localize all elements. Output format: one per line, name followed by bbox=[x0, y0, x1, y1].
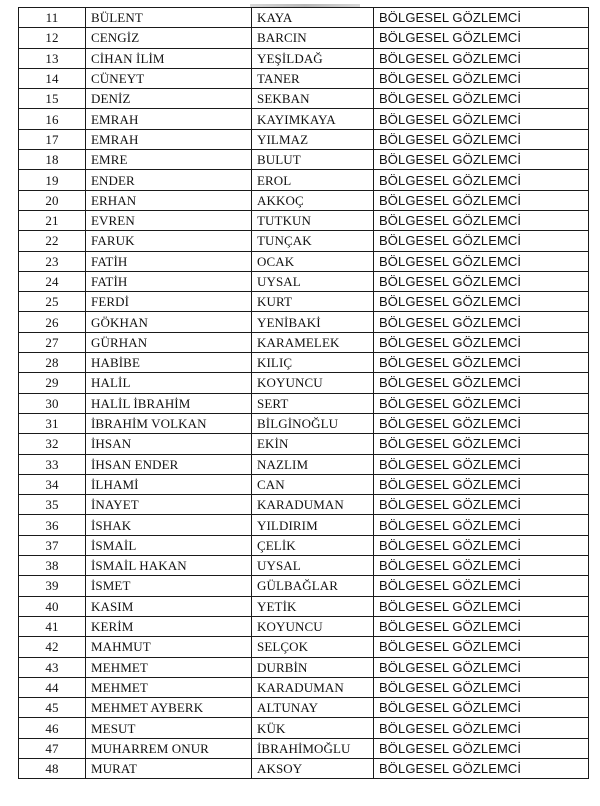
first-name-cell: CENGİZ bbox=[86, 28, 252, 48]
last-name-cell: TUTKUN bbox=[252, 210, 374, 230]
table-row bbox=[19, 758, 589, 778]
table-row bbox=[19, 292, 589, 312]
table-row bbox=[19, 393, 589, 413]
row-number: 35 bbox=[19, 495, 86, 515]
row-number: 22 bbox=[19, 231, 86, 251]
last-name-cell: KARADUMAN bbox=[252, 677, 374, 697]
row-number: 28 bbox=[19, 353, 86, 373]
role-cell: BÖLGESEL GÖZLEMCİ bbox=[374, 210, 589, 230]
row-number: 15 bbox=[19, 89, 86, 109]
table-row bbox=[19, 454, 589, 474]
role-cell: BÖLGESEL GÖZLEMCİ bbox=[374, 353, 589, 373]
first-name-cell: MURAT bbox=[86, 758, 252, 778]
first-name-cell: KASIM bbox=[86, 596, 252, 616]
last-name-cell: KOYUNCU bbox=[252, 616, 374, 636]
last-name-cell: YILDIRIM bbox=[252, 515, 374, 535]
first-name-cell: İLHAMİ bbox=[86, 474, 252, 494]
first-name-cell: CÜNEYT bbox=[86, 68, 252, 88]
row-number: 18 bbox=[19, 150, 86, 170]
last-name-cell: KURT bbox=[252, 292, 374, 312]
last-name-cell: TANER bbox=[252, 68, 374, 88]
row-number: 27 bbox=[19, 332, 86, 352]
first-name-cell: ENDER bbox=[86, 170, 252, 190]
row-number: 14 bbox=[19, 68, 86, 88]
table-row bbox=[19, 596, 589, 616]
row-number: 40 bbox=[19, 596, 86, 616]
last-name-cell: AKSOY bbox=[252, 758, 374, 778]
table-row bbox=[19, 231, 589, 251]
first-name-cell: MAHMUT bbox=[86, 637, 252, 657]
first-name-cell: FARUK bbox=[86, 231, 252, 251]
role-cell: BÖLGESEL GÖZLEMCİ bbox=[374, 434, 589, 454]
last-name-cell: OCAK bbox=[252, 251, 374, 271]
first-name-cell: BÜLENT bbox=[86, 8, 252, 28]
last-name-cell: AKKOÇ bbox=[252, 190, 374, 210]
table-row bbox=[19, 251, 589, 271]
row-number: 25 bbox=[19, 292, 86, 312]
last-name-cell: SELÇOK bbox=[252, 637, 374, 657]
row-number: 42 bbox=[19, 637, 86, 657]
first-name-cell: EMRAH bbox=[86, 129, 252, 149]
observer-table-body bbox=[19, 8, 589, 779]
first-name-cell: MEHMET bbox=[86, 677, 252, 697]
last-name-cell: KARADUMAN bbox=[252, 495, 374, 515]
table-row bbox=[19, 190, 589, 210]
last-name-cell: TUNÇAK bbox=[252, 231, 374, 251]
table-row bbox=[19, 657, 589, 677]
row-number: 12 bbox=[19, 28, 86, 48]
first-name-cell: MEHMET AYBERK bbox=[86, 698, 252, 718]
row-number: 33 bbox=[19, 454, 86, 474]
last-name-cell: CAN bbox=[252, 474, 374, 494]
last-name-cell: KÜK bbox=[252, 718, 374, 738]
role-cell: BÖLGESEL GÖZLEMCİ bbox=[374, 231, 589, 251]
role-cell: BÖLGESEL GÖZLEMCİ bbox=[374, 8, 589, 28]
first-name-cell: FATİH bbox=[86, 251, 252, 271]
first-name-cell: HALİL İBRAHİM bbox=[86, 393, 252, 413]
first-name-cell: DENİZ bbox=[86, 89, 252, 109]
table-row bbox=[19, 129, 589, 149]
first-name-cell: EVREN bbox=[86, 210, 252, 230]
observer-table bbox=[18, 7, 589, 779]
row-number: 37 bbox=[19, 535, 86, 555]
last-name-cell: YETİK bbox=[252, 596, 374, 616]
first-name-cell: MUHARREM ONUR bbox=[86, 738, 252, 758]
row-number: 17 bbox=[19, 129, 86, 149]
first-name-cell: İSHAK bbox=[86, 515, 252, 535]
last-name-cell: KOYUNCU bbox=[252, 373, 374, 393]
row-number: 47 bbox=[19, 738, 86, 758]
role-cell: BÖLGESEL GÖZLEMCİ bbox=[374, 170, 589, 190]
role-cell: BÖLGESEL GÖZLEMCİ bbox=[374, 373, 589, 393]
row-number: 36 bbox=[19, 515, 86, 535]
table-row bbox=[19, 89, 589, 109]
last-name-cell: KARAMELEK bbox=[252, 332, 374, 352]
table-row bbox=[19, 677, 589, 697]
last-name-cell: SERT bbox=[252, 393, 374, 413]
row-number: 11 bbox=[19, 8, 86, 28]
role-cell: BÖLGESEL GÖZLEMCİ bbox=[374, 515, 589, 535]
table-row bbox=[19, 515, 589, 535]
table-row bbox=[19, 474, 589, 494]
first-name-cell: FATİH bbox=[86, 271, 252, 291]
last-name-cell: EROL bbox=[252, 170, 374, 190]
role-cell: BÖLGESEL GÖZLEMCİ bbox=[374, 28, 589, 48]
row-number: 48 bbox=[19, 758, 86, 778]
last-name-cell: DURBİN bbox=[252, 657, 374, 677]
first-name-cell: HALİL bbox=[86, 373, 252, 393]
row-number: 34 bbox=[19, 474, 86, 494]
first-name-cell: FERDİ bbox=[86, 292, 252, 312]
role-cell: BÖLGESEL GÖZLEMCİ bbox=[374, 89, 589, 109]
row-number: 16 bbox=[19, 109, 86, 129]
role-cell: BÖLGESEL GÖZLEMCİ bbox=[374, 129, 589, 149]
last-name-cell: GÜLBAĞLAR bbox=[252, 576, 374, 596]
row-number: 19 bbox=[19, 170, 86, 190]
last-name-cell: YENİBAKİ bbox=[252, 312, 374, 332]
table-row bbox=[19, 434, 589, 454]
role-cell: BÖLGESEL GÖZLEMCİ bbox=[374, 271, 589, 291]
first-name-cell: EMRAH bbox=[86, 109, 252, 129]
role-cell: BÖLGESEL GÖZLEMCİ bbox=[374, 190, 589, 210]
table-row bbox=[19, 495, 589, 515]
last-name-cell: BULUT bbox=[252, 150, 374, 170]
role-cell: BÖLGESEL GÖZLEMCİ bbox=[374, 596, 589, 616]
role-cell: BÖLGESEL GÖZLEMCİ bbox=[374, 495, 589, 515]
row-number: 26 bbox=[19, 312, 86, 332]
role-cell: BÖLGESEL GÖZLEMCİ bbox=[374, 312, 589, 332]
role-cell: BÖLGESEL GÖZLEMCİ bbox=[374, 718, 589, 738]
table-row bbox=[19, 170, 589, 190]
row-number: 31 bbox=[19, 413, 86, 433]
first-name-cell: MESUT bbox=[86, 718, 252, 738]
role-cell: BÖLGESEL GÖZLEMCİ bbox=[374, 251, 589, 271]
role-cell: BÖLGESEL GÖZLEMCİ bbox=[374, 292, 589, 312]
row-number: 30 bbox=[19, 393, 86, 413]
row-number: 45 bbox=[19, 698, 86, 718]
role-cell: BÖLGESEL GÖZLEMCİ bbox=[374, 637, 589, 657]
table-row bbox=[19, 8, 589, 28]
table-row bbox=[19, 48, 589, 68]
table-row bbox=[19, 738, 589, 758]
role-cell: BÖLGESEL GÖZLEMCİ bbox=[374, 68, 589, 88]
first-name-cell: İSMAİL HAKAN bbox=[86, 556, 252, 576]
table-row bbox=[19, 109, 589, 129]
row-number: 23 bbox=[19, 251, 86, 271]
role-cell: BÖLGESEL GÖZLEMCİ bbox=[374, 332, 589, 352]
role-cell: BÖLGESEL GÖZLEMCİ bbox=[374, 616, 589, 636]
first-name-cell: HABİBE bbox=[86, 353, 252, 373]
first-name-cell: İSMAİL bbox=[86, 535, 252, 555]
row-number: 13 bbox=[19, 48, 86, 68]
first-name-cell: İSMET bbox=[86, 576, 252, 596]
last-name-cell: ALTUNAY bbox=[252, 698, 374, 718]
last-name-cell: YILMAZ bbox=[252, 129, 374, 149]
first-name-cell: GÜRHAN bbox=[86, 332, 252, 352]
role-cell: BÖLGESEL GÖZLEMCİ bbox=[374, 576, 589, 596]
first-name-cell: İHSAN ENDER bbox=[86, 454, 252, 474]
role-cell: BÖLGESEL GÖZLEMCİ bbox=[374, 556, 589, 576]
role-cell: BÖLGESEL GÖZLEMCİ bbox=[374, 738, 589, 758]
role-cell: BÖLGESEL GÖZLEMCİ bbox=[374, 535, 589, 555]
row-number: 43 bbox=[19, 657, 86, 677]
last-name-cell: NAZLIM bbox=[252, 454, 374, 474]
role-cell: BÖLGESEL GÖZLEMCİ bbox=[374, 109, 589, 129]
last-name-cell: UYSAL bbox=[252, 271, 374, 291]
role-cell: BÖLGESEL GÖZLEMCİ bbox=[374, 393, 589, 413]
table-row bbox=[19, 150, 589, 170]
role-cell: BÖLGESEL GÖZLEMCİ bbox=[374, 413, 589, 433]
table-row bbox=[19, 698, 589, 718]
table-row bbox=[19, 68, 589, 88]
table-row bbox=[19, 718, 589, 738]
last-name-cell: EKİN bbox=[252, 434, 374, 454]
row-number: 20 bbox=[19, 190, 86, 210]
row-number: 46 bbox=[19, 718, 86, 738]
row-number: 21 bbox=[19, 210, 86, 230]
table-row bbox=[19, 576, 589, 596]
role-cell: BÖLGESEL GÖZLEMCİ bbox=[374, 758, 589, 778]
first-name-cell: EMRE bbox=[86, 150, 252, 170]
row-number: 44 bbox=[19, 677, 86, 697]
row-number: 24 bbox=[19, 271, 86, 291]
row-number: 41 bbox=[19, 616, 86, 636]
last-name-cell: BİLGİNOĞLU bbox=[252, 413, 374, 433]
last-name-cell: KILIÇ bbox=[252, 353, 374, 373]
last-name-cell: ÇELİK bbox=[252, 535, 374, 555]
first-name-cell: ERHAN bbox=[86, 190, 252, 210]
last-name-cell: İBRAHİMOĞLU bbox=[252, 738, 374, 758]
first-name-cell: GÖKHAN bbox=[86, 312, 252, 332]
table-row bbox=[19, 535, 589, 555]
first-name-cell: KERİM bbox=[86, 616, 252, 636]
table-row bbox=[19, 637, 589, 657]
row-number: 38 bbox=[19, 556, 86, 576]
role-cell: BÖLGESEL GÖZLEMCİ bbox=[374, 150, 589, 170]
table-row bbox=[19, 271, 589, 291]
table-row bbox=[19, 556, 589, 576]
table-row bbox=[19, 28, 589, 48]
row-number: 29 bbox=[19, 373, 86, 393]
first-name-cell: MEHMET bbox=[86, 657, 252, 677]
last-name-cell: KAYIMKAYA bbox=[252, 109, 374, 129]
table-row bbox=[19, 616, 589, 636]
role-cell: BÖLGESEL GÖZLEMCİ bbox=[374, 48, 589, 68]
role-cell: BÖLGESEL GÖZLEMCİ bbox=[374, 698, 589, 718]
role-cell: BÖLGESEL GÖZLEMCİ bbox=[374, 677, 589, 697]
table-row bbox=[19, 312, 589, 332]
last-name-cell: YEŞİLDAĞ bbox=[252, 48, 374, 68]
table-row bbox=[19, 353, 589, 373]
row-number: 32 bbox=[19, 434, 86, 454]
role-cell: BÖLGESEL GÖZLEMCİ bbox=[374, 454, 589, 474]
last-name-cell: UYSAL bbox=[252, 556, 374, 576]
last-name-cell: SEKBAN bbox=[252, 89, 374, 109]
first-name-cell: İBRAHİM VOLKAN bbox=[86, 413, 252, 433]
table-row bbox=[19, 373, 589, 393]
table-row bbox=[19, 332, 589, 352]
table-row bbox=[19, 210, 589, 230]
first-name-cell: İHSAN bbox=[86, 434, 252, 454]
row-number: 39 bbox=[19, 576, 86, 596]
first-name-cell: İNAYET bbox=[86, 495, 252, 515]
role-cell: BÖLGESEL GÖZLEMCİ bbox=[374, 474, 589, 494]
role-cell: BÖLGESEL GÖZLEMCİ bbox=[374, 657, 589, 677]
table-row bbox=[19, 413, 589, 433]
last-name-cell: BARCIN bbox=[252, 28, 374, 48]
last-name-cell: KAYA bbox=[252, 8, 374, 28]
first-name-cell: CİHAN İLİM bbox=[86, 48, 252, 68]
